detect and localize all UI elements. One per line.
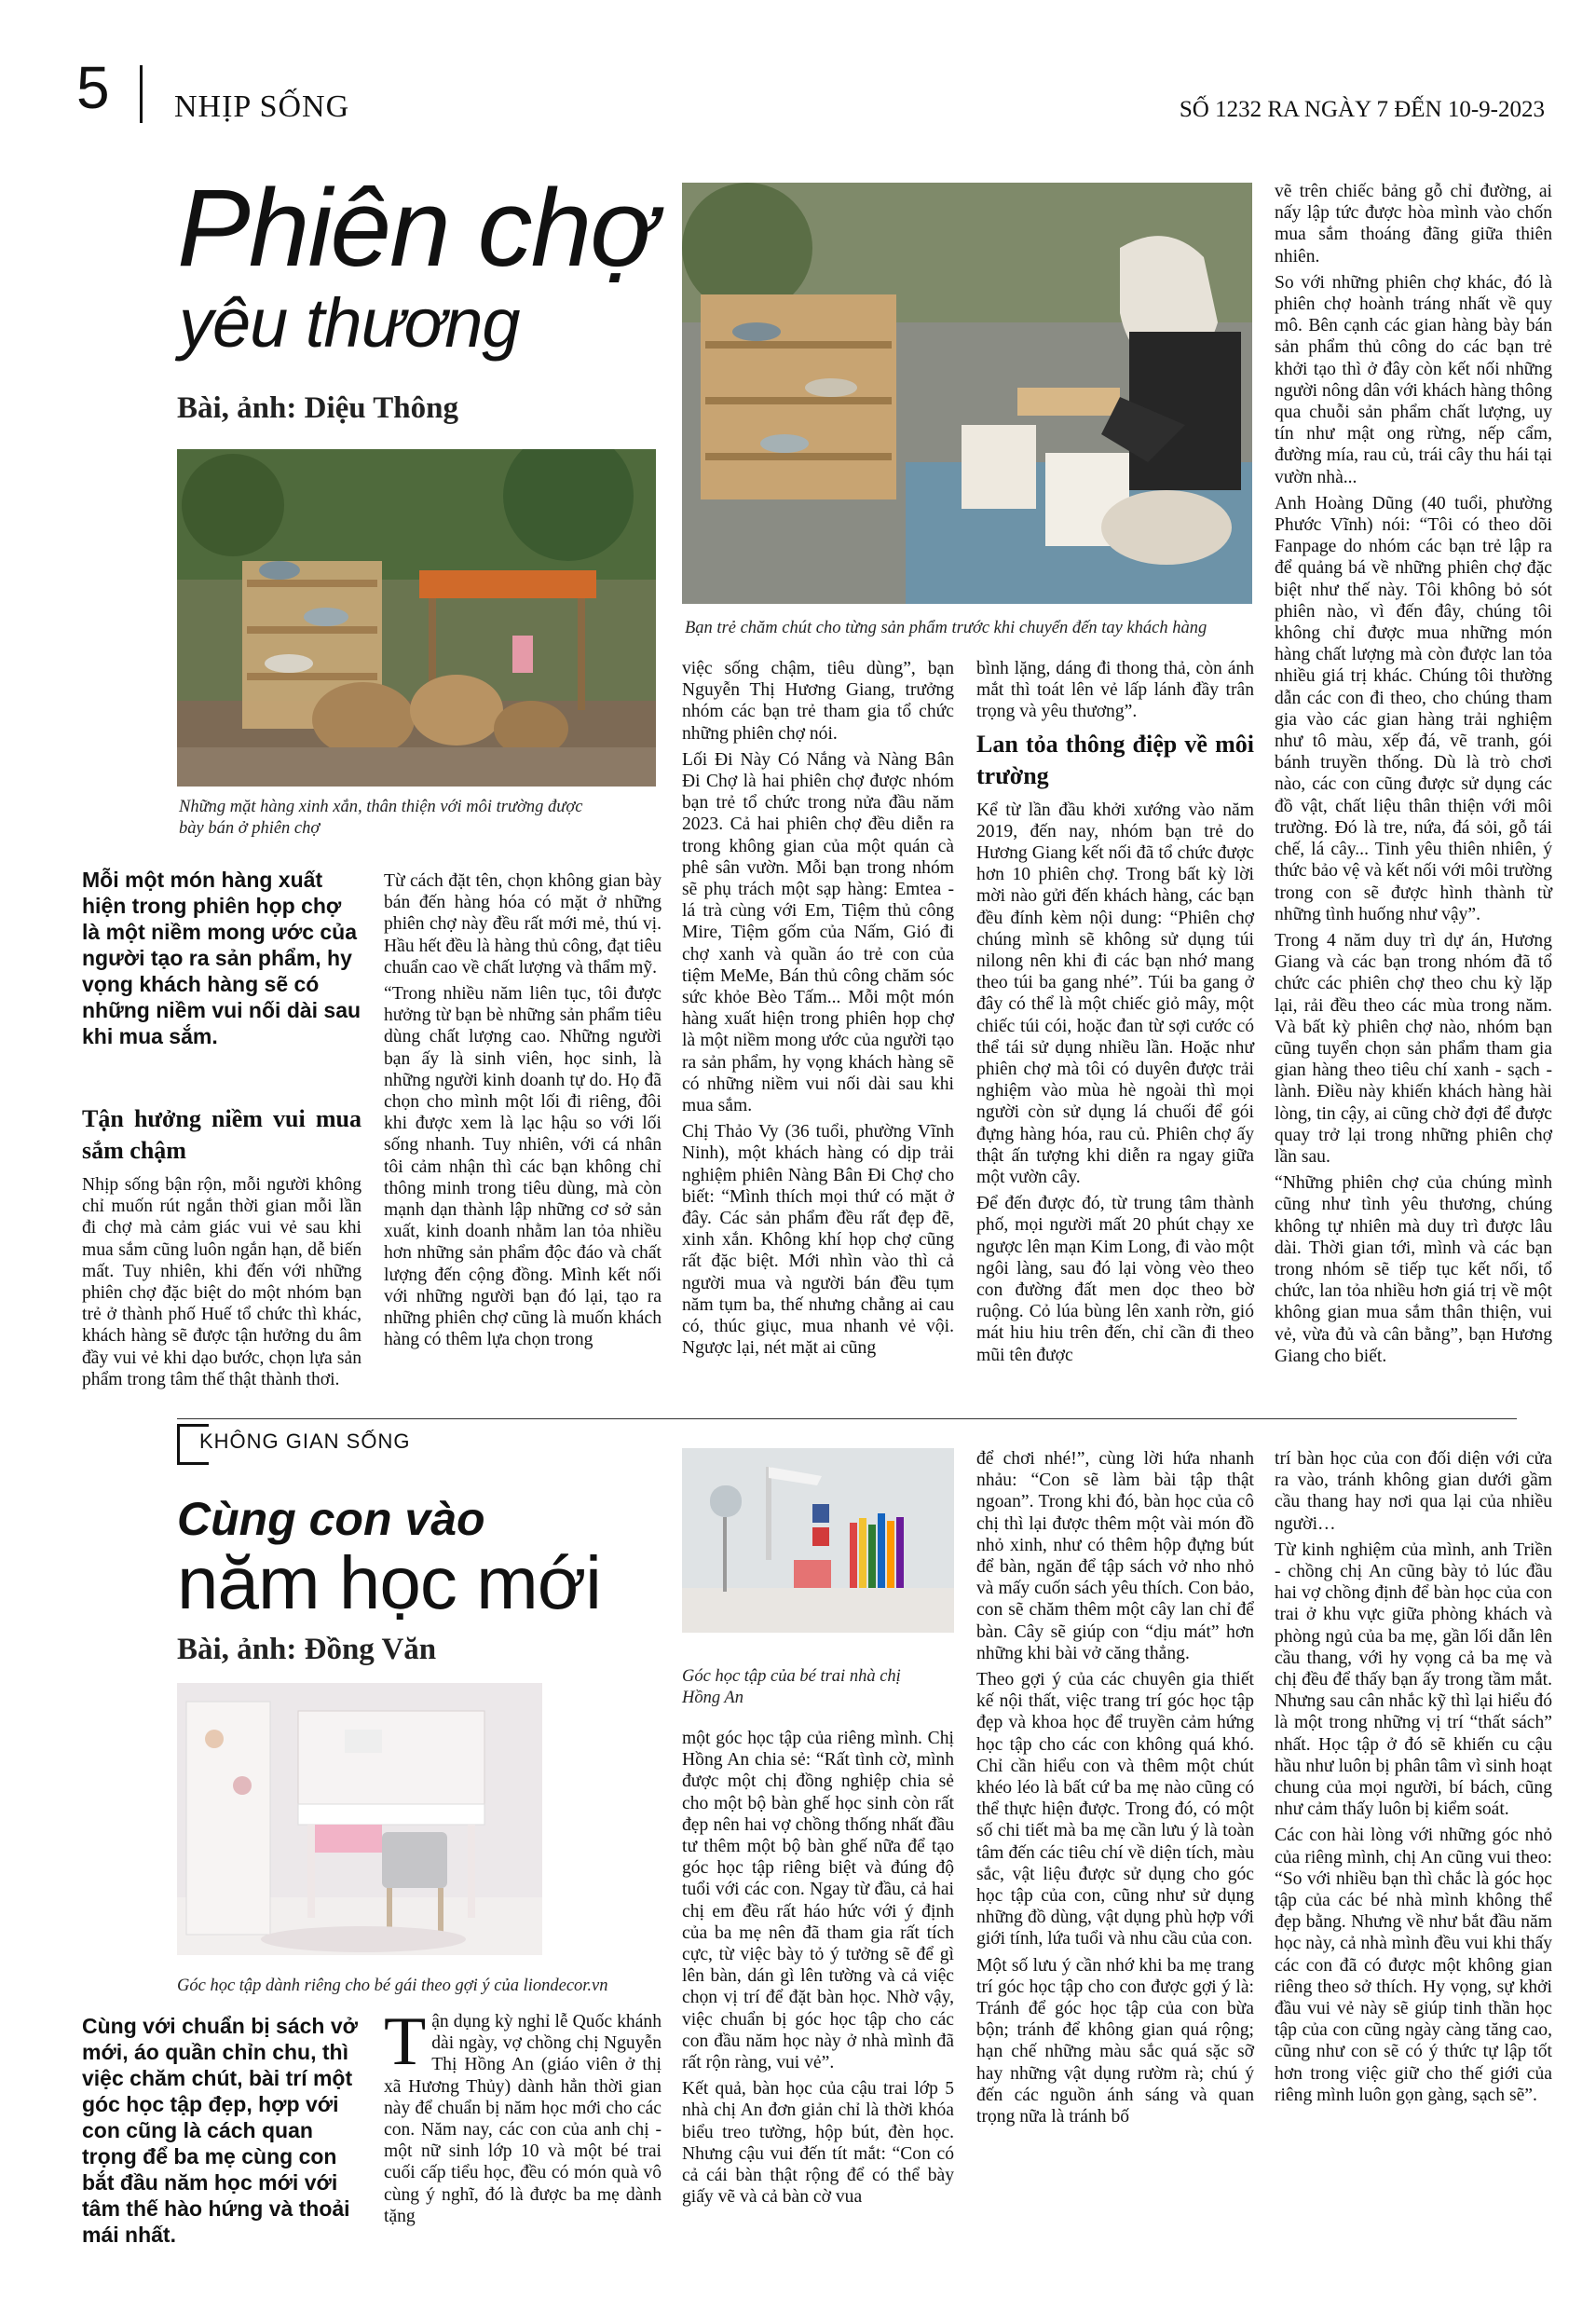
article1-subhead-2: Lan tỏa thông điệp về môi trường [976,730,1254,789]
article1-subhead-1: Tận hưởng niềm vui mua sắm chậm [82,1105,361,1164]
pink-study-desk-photo [177,1683,542,1955]
header-divider [140,65,143,123]
article2-col3-para2: Theo gợi ý của các chuyên gia thiết kế nội thất, việc trang trí góc học tập đẹp và khoa học để truyền cảm hứng học tập cho các con không quá khó. Chỉ cần hiểu con và thêm một chút khéo léo là bất cứ ba mẹ nào cũng có thể thực hiện được. Trong đó, có một số chi tiết mà ba mẹ cần lưu ý là toàn tâm đến các tiêu chí về diện tích, màu sắc, vật liệu được sử dụng cho góc học tập của con, cũng như sử dụng những đồ dùng, vật dụng phù hợp với giới tính, lứa tuổi và nhu cầu của con. [976,1670,1254,1949]
article1-column-4 [976,658,1254,1371]
article2-col2-para2: Kết quả, bàn học của cậu trai lớp 5 nhà chị An đơn giản chỉ là thời khóa biểu treo tường, hộp bút, đèn học. Nhưng cậu vui đến tít mắt: “Con có cả cái bàn thật rộng để có thể bày giấy vẽ và cả bàn cờ vua [682,2079,954,2208]
girl-painting-caption: Bạn trẻ chăm chút cho từng sản phẩm trước khi chuyển đến tay khách hàng [685,619,1207,637]
article1-column-5 [1275,181,1552,1372]
section-name: NHỊP SỐNG [174,89,350,124]
article2-col1-text: ận dụng kỳ nghỉ lễ Quốc khánh dài ngày, vợ chồng chị Nguyễn Thị Hồng An (giáo viên ở thị xã Hương Thủy) dành hẳn thời gian này để chuẩn bị năm học mới cho các con. Năm nay, các con của anh chị - một nữ sinh lớp 10 và một bé trai cuối cấp tiểu học, đều có món quà vô cùng ý nghĩ, đó là được ba mẹ dành tặng [384,2012,662,2226]
pink-study-desk-caption: Góc học tập dành riêng cho bé gái theo gợi ý của liondecor.vn [177,1977,608,1995]
article1-column-1 [82,1090,361,1395]
article1-col4-para3: Để đến được đó, từ trung tâm thành phố, mọi người mất 20 phút chạy xe ngược lên mạn Kim Long, đi vào một ngôi làng, sau đó lại vòng vèo theo con đường đất men dọc theo bờ ruộng. Cỏ lúa bùng lên xanh rờn, gió mát hiu hiu trên đến, chỉ cần đi theo mũi tên được [976,1194,1254,1365]
article1-title-line2: yêu thương [179,284,520,362]
article-divider [177,1418,1517,1419]
article2-column-2 [682,1728,954,2212]
article1-col3-para2: Lối Đi Này Có Nắng và Nàng Bân Đi Chợ là hai phiên chợ được nhóm bạn trẻ tổ chức trong nửa đầu năm 2023. Cả hai phiên chợ đều diễn ra trong không gian của một quán cà phê sân vườn. Mỗi bạn trong nhóm sẽ phụ trách một sạp hàng: Emtea - lá trà cùng với Em, Tiệm thủ công Mire, Tiệm gốm của Nấm, Gió đi chợ xanh và quần áo trẻ con của tiệm MeMe, Bán thủ công chăm sóc sức khỏe Bèo Tấm... Mỗi một món hàng xuất hiện trong phiên họp chợ là một niềm mong ước của người tạo ra sản phẩm, hy vọng khách hàng sẽ có những niềm vui nối dài sau khi mua sắm. [682,749,954,1116]
article1-col3-para1: việc sống chậm, tiêu dùng”, bạn Nguyễn Thị Hương Giang, trưởng nhóm các bạn trẻ tham gia tổ chức những phiên chợ nói. [682,659,954,744]
page-number: 5 [76,54,110,121]
article2-col2-para1: một góc học tập của riêng mình. Chị Hồng An chia sẻ: “Rất tình cờ, mình được một chị đồng nghiệp chia sẻ cho một bộ bàn ghế học sinh còn rất đẹp nên hai vợ chồng thống nhất đầu tư thêm một bộ bàn ghế nữa để tạo góc học tập riêng biệt và đúng độ tuổi với các con. Ngay từ đầu, cả hai chị em đều rất háo hức với ý định của ba mẹ nên đã tham gia rất tích cực, từ việc bày tỏ ý tưởng sẽ để gì lên bàn, dán gì lên tường và cả việc chọn vị trí để đặt bàn học. Nhờ vậy, việc chuẩn bị góc học tập cho các con đầu năm học này ở nhà mình đã rất rộn ràng, vui vẻ”. [682,1729,954,2073]
article2-column-1 [384,2004,662,2232]
article1-col5-para1: vẽ trên chiếc bảng gỗ chỉ đường, ai nấy lập tức được hòa mình vào chốn mua sắm thoáng đãng giữa thiên nhiên. [1275,182,1552,267]
boy-study-desk-photo [682,1448,954,1633]
article2-title-line1: Cùng con vào [177,1493,485,1545]
article2-column-4 [1275,1448,1552,2111]
girl-painting-photo [682,183,1252,604]
article2-dropcap: T [384,2004,427,2080]
article2-col4-para3: Các con hài lòng với những góc nhỏ của riêng mình, chị An cũng vui theo: “So với nhiều bạn thì chắc là góc học tập của các bé nhà mình không thể đẹp bằng. Nhưng về như bắt đầu năm học này, cả nhà mình đều vui khi thấy các con đã có được một không gian riêng theo sở thích. Hy vọng, sự khởi đầu vui vẻ này sẽ giúp tinh thần học tập của con cũng ngày càng tăng cao, cũng như con sẽ có ý thức tự lập tốt hơn trong việc giữ cho thế giới của riêng mình luôn gọn gàng, sạch sẽ”. [1275,1826,1552,2105]
article2-col3-para3: Một số lưu ý cần nhớ khi ba mẹ trang trí góc học tập cho con được gợi ý là: Tránh để góc học tập của con bừa bộn; tránh để không gian quá rộng; hạn chế những màu sắc quá sặc sỡ hay những vật dụng rườm rà; chú ý đến các nguồn ánh sáng và quan trọng nữa là tránh bố [976,1955,1254,2127]
article2-byline: Bài, ảnh: Đồng Văn [177,1633,437,1666]
article2-column-3 [976,1448,1254,2132]
article1-title-line1: Phiên chợ [177,167,655,290]
article1-col5-para2: So với những phiên chợ khác, đó là phiên chợ hoành tráng nhất về quy mô. Bên cạnh các gian hàng bày bán sản phẩm thủ công do các bạn trẻ khởi tạo thì ở đây còn kết nối những người nông dân với khách hàng thông qua chuỗi sản phẩm chất lượng, uy tín như mật ong rừng, nếp cẩm, đường mía, rau củ, trái cây thu hái tại vườn nhà... [1275,272,1552,487]
article2-title-line2: năm học mới [177,1541,601,1624]
article2-col4-para2: Từ kinh nghiệm của mình, anh Triền - chồng chị An cũng bày tỏ lúc đầu hai vợ chồng định để bàn học của con trai ở khu vực giữa phòng khách và phòng ngủ của ba mẹ, gần lối dẫn lên cầu thang, với hy vọng cả ba mẹ và chị đều để thấy bạn ấy trong tầm mắt. Nhưng sau cân nhắc kỹ thì lại hiểu đó là một trong những vị trí “thất sách” nhất. Học tập ở đó sẽ khiến cu cậu hầu như luôn bị phân tâm vì sinh hoạt chung của mọi người, bí bách, cũng như cảm thấy luôn bị kiểm soát. [1275,1539,1552,1820]
article1-col4-para2: Kể từ lần đầu khởi xướng vào năm 2019, đến nay, nhóm bạn trẻ do Hương Giang kết nối đã tổ chức được hơn 10 phiên chợ. Trong bất kỳ lời mời nào gửi đến khách hàng, các bạn đều đính kèm nội dung: “Phiên chợ chúng mình sẽ không sử dụng túi nilong nên khi đi các bạn nhớ mang theo túi ba gang nhé”. Túi ba gang ở đây có thể là một chiếc giỏ mây, một chiếc túi cói, hoặc đan từ sợi cước có thể tái sử dụng nhiều lần. Hoặc như phiên chợ mà tôi có duyên được trải nghiệm vào mùa hè ngoài thì mọi người còn sử dụng lá chuối để gói đựng hàng hóa, rau củ. Phiên chợ ấy thật ấn tượng khi diễn ra ngay giữa một vườn cây. [976,800,1254,1188]
article1-col2-para1: Từ cách đặt tên, chọn không gian bày bán đến hàng hóa có mặt ở những phiên chợ này đều rất mới mẻ, thú vị. Hầu hết đều là hàng thủ công, đạt tiêu chuẩn cao về chất lượng và thẩm mỹ. [384,871,662,978]
market-stall-photo [177,449,656,787]
article2-col3-para1: để chơi nhé!”, cùng lời hứa nhanh nhảu: “Con sẽ làm bài tập thật ngoan”. Trong khi đó, bàn học của cô chị thì lại được thêm một vài món đồ nhỏ xinh, như có thêm hộp đựng bút để bàn, ngăn để tập sách vở nho nhỏ và mấy cuốn sách yêu thích. Con bảo, con sẽ chăm thêm một cây lan chỉ để bàn. Cây sẽ giúp con “dịu mát” hơn những khi bài vở căng thẳng. [976,1449,1254,1663]
article1-col4-para1: bình lặng, dáng đi thong thả, còn ánh mắt thì toát lên vẻ lấp lánh đầy trân trọng và yêu thương”. [976,659,1254,722]
article1-col5-para3: Anh Hoàng Dũng (40 tuổi, phường Phước Vĩnh) nói: “Tôi có theo dõi Fanpage do nhóm các bạn trẻ lập ra để quảng bá về những phiên chợ đặc biệt như thế này. Tôi không bỏ sót phiên nào, vì đến đây, chúng tôi không chỉ được mua những món hàng chất lượng mà còn được lan tỏa nhiều giá trị khác. Chúng tôi thường dẫn các con đi theo, cho chúng tham gia vào các gian hàng trải nghiệm như tô màu, xếp đá, vẽ tranh, gói bánh truyền thống. Dù là trò chơi nào, các con cũng được sử dụng các đồ vật, chất liệu thân thiện với môi trường. Đó là tre, nứa, đá sỏi, gỗ tái chế, lá cây... Tinh yêu thiên nhiên, ý thức bảo vệ và kết nối với môi trường trong con sẽ được hình thành từ những tình huống như vậy”. [1275,493,1552,924]
market-stall-caption: Những mặt hàng xinh xắn, thân thiện với môi trường được bày bán ở phiên chợ [179,798,583,838]
article1-col5-para4: Trong 4 năm duy trì dự án, Hương Giang và các bạn trong nhóm đã tổ chức các phiên chợ theo chu kỳ lặp lại, rải đều theo các mùa trong năm. Và bất kỳ phiên chợ nào, nhóm bạn cũng tuyển chọn sản phẩm tham gia gian hàng theo tiêu chí xanh - sạch - lành. Điều này khiến khách hàng hài lòng, tin cậy, ai cũng chờ đợi để được quay trở lại trong những phiên chợ lần sau. [1275,930,1552,1167]
article2-col4-para1: trí bàn học của con đối diện với cửa ra vào, tránh không gian dưới gầm cầu thang hay nơi qua lại của nhiều người… [1275,1449,1552,1534]
article1-col1-text: Nhịp sống bận rộn, mỗi người không chỉ muốn rút ngắn thời gian mỗi lần đi chợ mà cảm giác vui vẻ sau khi mua sắm cũng luôn ngắn hạn, dễ biến mất. Tuy nhiên, khi đến với những phiên chợ đặc biệt do một nhóm bạn trẻ ở thành phố Huế tổ chức thì khác, khách hàng sẽ được tận hưởng du âm đầy vui vẻ khi dạo bước, chọn lựa sản phẩm trong tâm thế thật thành thơi. [82,1175,361,1389]
article1-col2-para2: “Trong nhiều năm liên tục, tôi được hưởng từ bạn bè những sản phẩm tiêu dùng chất lượng cao. Những người bạn ấy là sinh viên, học sinh, là những người kinh doanh tự do. Họ đã chọn cho mình một lối đi riêng, đôi khi được xem là lạc hậu so với lối sống nhanh. Tuy nhiên, với cá nhân tôi cảm nhận thì các bạn không chỉ thông minh trong tiêu dùng, mà còn mạnh dạn thành lập những cơ sở sản xuất, kinh doanh nhằm lan tỏa nhiều hơn những sản phẩm độc đáo và chất lượng đến cộng đồng. Mình kết nối với những người bạn đó lại, tạo ra những phiên chợ cũng là muốn khách hàng có thêm lựa chọn trong [384,984,662,1350]
article1-byline: Bài, ảnh: Diệu Thông [177,391,458,425]
article2-section-label: KHÔNG GIAN SỐNG [199,1430,411,1453]
article2-lead: Cùng với chuẩn bị sách vở mới, áo quần chỉn chu, thì việc chăm chút, bài trí một góc học tập đẹp, hợp với con cũng là cách quan trọng để ba mẹ cùng con bắt đầu năm học mới với tâm thế hào hứng và thoải mái nhất. [82,2014,358,2247]
article1-column-2 [384,870,662,1355]
article1-col3-para3: Chị Thảo Vy (36 tuổi, phường Vĩnh Ninh), một khách hàng có dịp trải nghiệm phiên Nàng Bân Đi Chợ cho biết: “Mình thích mọi thứ có mặt ở đây. Các sản phẩm đều rất đẹp đẽ, xinh xắn. Không khí họp chợ cũng rất đặc biệt. Mới nhìn vào thì cả người mua và người bán đều tụm năm tụm ba, thế nhưng chẳng ai cau có, thúc giục, mua nhanh vẻ vội. Ngược lại, nét mặt ai cũng [682,1122,954,1359]
article1-col5-para5: “Những phiên chợ của chúng mình cũng như tình yêu thương, chúng không tự nhiên mà duy trì được lâu dài. Thời gian tới, mình và các bạn trong nhóm sẽ tiếp tục kết nối, tổ chức, lan tỏa nhiều hơn giá trị về một không gian mua sắm thân thiện, vui vẻ, vừa đủ và cân bằng”, bạn Hương Giang cho biết. [1275,1173,1552,1366]
article1-lead: Mỗi một món hàng xuất hiện trong phiên họp chợ là một niềm mong ước của người tạo ra sản phẩm, hy vọng khách hàng sẽ có những niềm vui nối dài sau khi mua sắm. [82,868,361,1048]
issue-info: SỐ 1232 RA NGÀY 7 ĐẾN 10-9-2023 [1179,97,1545,122]
article1-column-3 [682,658,954,1364]
boy-study-desk-caption: Góc học tập của bé trai nhà chị Hồng An [682,1667,901,1707]
